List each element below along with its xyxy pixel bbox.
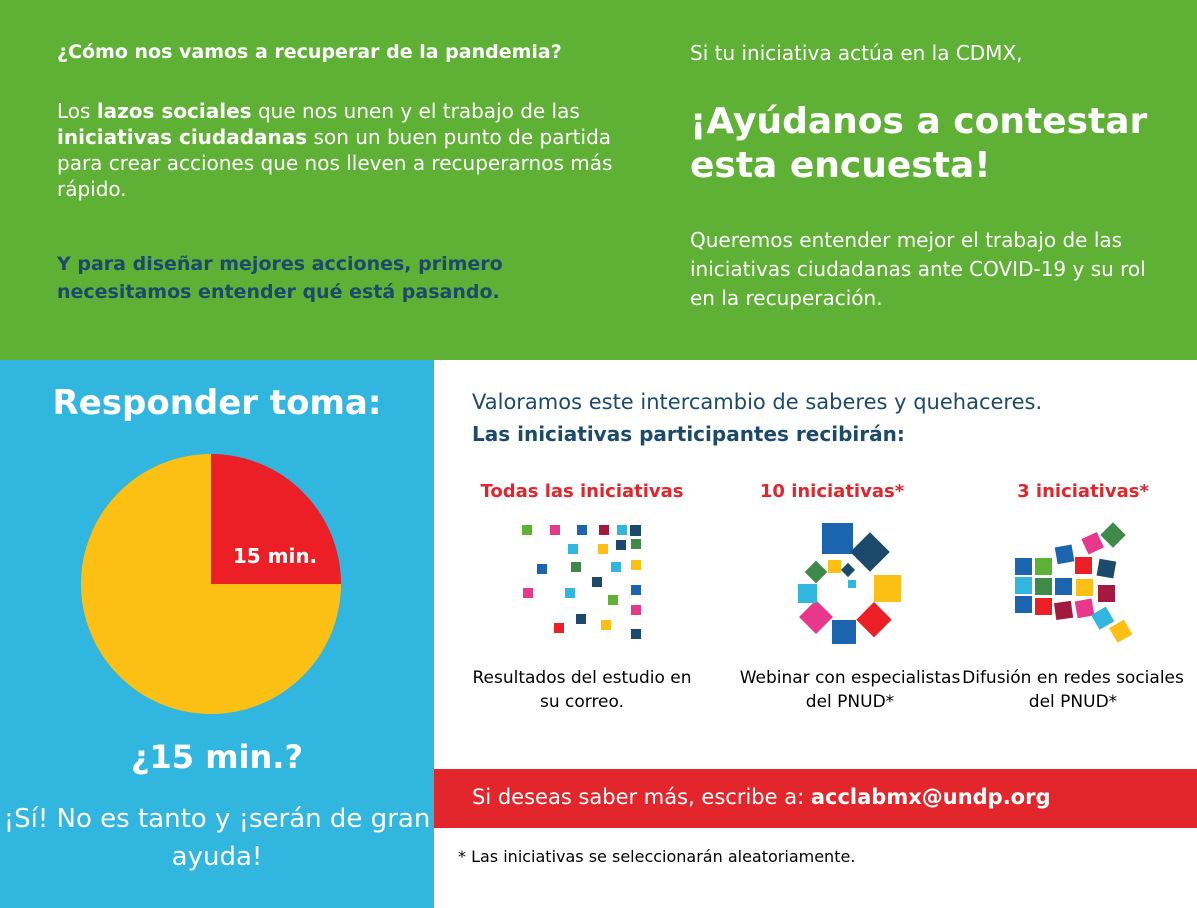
ring-of-squares-icon <box>794 520 906 646</box>
benefit-head-three: 3 iniciativas* <box>1017 481 1149 502</box>
emphasis-iniciativas: iniciativas ciudadanas <box>57 125 308 149</box>
benefit-head-all: Todas las iniciativas <box>480 481 684 502</box>
survey-purpose: Queremos entender mejor el trabajo de las iniciativas ciudadanas ante COVID-19 y su rol en la recuperación. <box>690 228 1146 310</box>
contact-text: Si deseas saber más, escribe a: acclabmx@undp.org <box>472 785 1051 809</box>
grid-of-squares-icon <box>1012 520 1132 646</box>
benefit-head-ten: 10 iniciativas* <box>759 481 905 502</box>
contact-email-link[interactable]: acclabmx@undp.org <box>810 785 1051 809</box>
time-panel-title: Responder toma: <box>52 383 382 423</box>
time-question: ¿15 min.? <box>130 738 304 776</box>
need-statement: Y para diseñar mejores acciones, primero necesitamos entender qué está pasando. <box>57 253 503 303</box>
scattered-squares-icon <box>518 520 646 646</box>
question-heading: ¿Cómo nos vamos a recuperar de la pandemia? <box>57 41 562 63</box>
intro-paragraph: Los lazos sociales que nos unen y el trabajo de las iniciativas ciudadanas son un buen punto de partida para crear acciones que nos lleven a recuperarnos más rápido. <box>57 99 613 201</box>
time-pie-chart <box>80 453 342 715</box>
benefit-caption-three: Difusión en redes sociales del PNUD* <box>962 668 1184 712</box>
encouragement-text: ¡Sí! No es tanto y ¡serán de gran ayuda! <box>3 804 431 872</box>
cdmx-line: Si tu iniciativa actúa en la CDMX, <box>690 41 1023 65</box>
benefits-heading: Las iniciativas participantes recibirán: <box>472 422 905 446</box>
emphasis-lazos: lazos sociales <box>96 99 252 123</box>
footnote: * Las iniciativas se seleccionarán aleatoriamente. <box>458 847 856 866</box>
benefit-caption-ten: Webinar con especialistas del PNUD* <box>739 668 961 712</box>
pie-slice-label: 15 min. <box>232 544 318 568</box>
survey-call-to-action: ¡Ayúdanos a contestar esta encuesta! <box>690 101 1148 186</box>
value-statement: Valoramos este intercambio de saberes y quehaceres. <box>472 390 1043 414</box>
benefit-caption-all: Resultados del estudio en su correo. <box>472 668 692 712</box>
